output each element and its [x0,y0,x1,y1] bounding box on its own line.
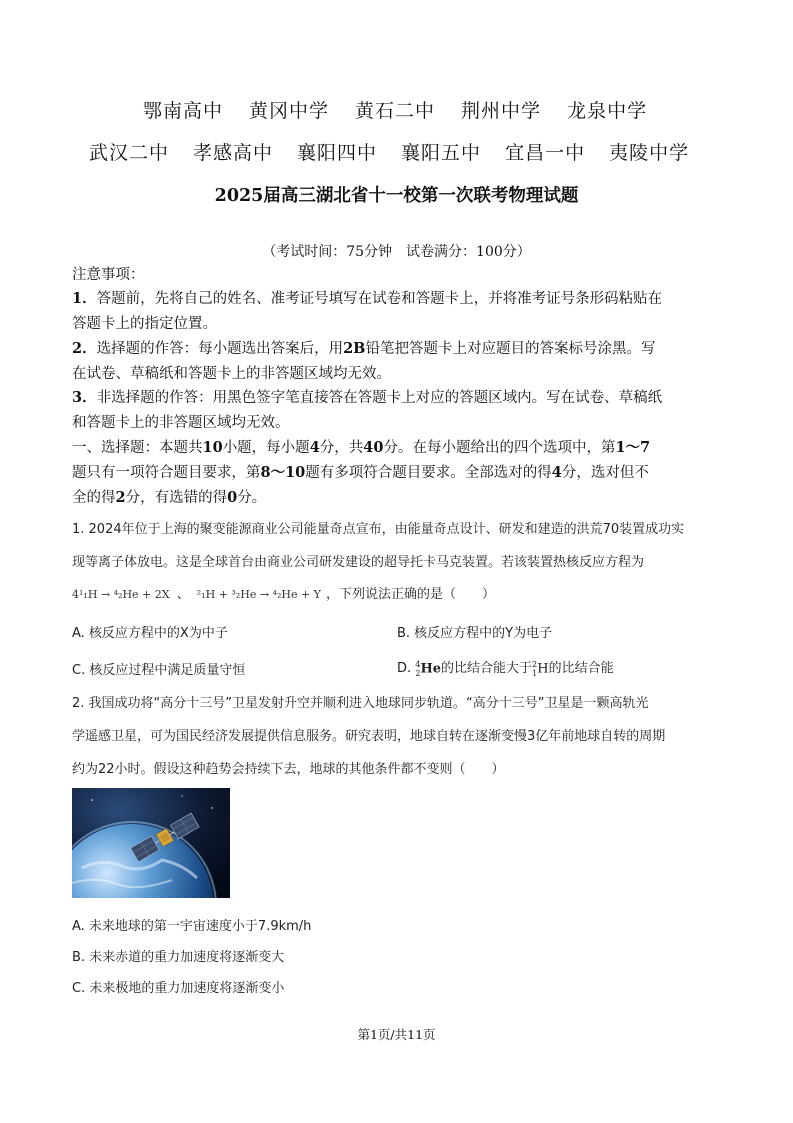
school-name: 荆州中学 [461,100,542,122]
note-text: 非选择题的作答：用黑色签字笔直接答在答题卡上对应的答题区域内。写在试卷、草稿纸 [96,390,663,406]
school-name: 鄂南高中 [143,100,224,122]
text: 题有多项符合题目要求。全部选对的得 [305,465,552,481]
q1-equation-line [72,583,495,602]
school-name: 武汉二中 [89,142,170,164]
text: 小题，每小题 [222,440,310,456]
note-text: 选择题的作答：每小题选出答案后，用 [96,341,344,357]
q1-stem-tail: ，下列说法正确的是（ ） [326,587,496,602]
q1-option-d[interactable] [397,657,614,678]
q1-stem-line1: 1. 2024年位于上海的聚变能源商业公司能量奇点宣布，由能量奇点设计、研发和建造的洪荒70装置成功实 [72,522,685,537]
q2-stem-line3: 约为22小时。假设这种趋势会持续下去，地球的其他条件都不变则（ ） [72,762,505,777]
note-number: 1． [72,290,97,307]
deuterium-nuclide [532,660,549,678]
text: 分，有选错的得 [125,490,228,506]
text: 分，选对但不 [561,465,649,481]
note-number: 3． [72,389,97,406]
note-text: 铅笔把答题卡上对应题目的答案标号涂黑。写 [365,341,656,357]
school-name: 龙泉中学 [567,100,648,122]
note-item-2 [72,337,655,362]
element-symbol: H [537,661,549,676]
note-bold: 2B [343,340,366,357]
number: 4 [309,439,320,456]
text: 分。在每小题给出的四个选项中，第 [383,440,616,456]
number: 2 [115,489,126,506]
exam-info: （考试时间：75分钟 试卷满分：100分） [262,244,531,260]
school-name: 夷陵中学 [609,142,690,164]
page-number: 第1页/共11页 [357,1027,436,1042]
satellite-earth-image [72,788,230,898]
note-text: 答题前，先将自己的姓名、准考证号填写在试卷和答题卡上，并将准考证号条形码粘贴在 [96,291,663,307]
atomic-number: 1 [532,668,538,678]
school-name: 襄阳四中 [297,142,378,164]
q2-option-b[interactable]: B. 未来赤道的重力加速度将逐渐变大 [72,950,285,965]
text: 题只有一项符合题目要求，第 [72,465,261,481]
q1-option-c[interactable]: C. 核反应过程中满足质量守恒 [72,663,246,678]
atomic-number: 2 [415,668,421,678]
text: 分。 [237,490,267,506]
schools-row-2 [89,138,689,165]
q1-option-b[interactable]: B. 核反应方程中的Y为电子 [397,626,553,641]
text: 全的得 [72,490,116,506]
school-name: 黄冈中学 [249,100,330,122]
q2-stem-line2: 学遥感卫星，可为国民经济发展提供信息服务。研究表明，地球自转在逐渐变慢3亿年前地球自转的周期 [72,729,666,744]
nuclear-equation-2: ²₁H + ³₂He → ⁴₂He + Y [196,588,321,601]
number: 1～7 [615,439,651,456]
q2-option-c[interactable]: C. 未来极地的重力加速度将逐渐变小 [72,981,285,996]
mass-number: 4 [415,659,421,669]
note-number: 2． [72,340,97,357]
number: 10 [202,439,223,456]
number: 40 [363,439,384,456]
helium-nuclide [415,660,441,678]
text: 的比结合能大于 [441,661,533,676]
note-item-1 [72,287,662,312]
note-item-2-cont: 在试卷、草稿纸和答题卡上的非答题区域均无效。 [72,366,391,382]
section-instructions-line1 [72,436,650,461]
equation-separator: 、 [176,587,190,602]
element-symbol: He [420,661,442,676]
q1-stem-line2: 现等离子体放电。这是全球首台由商业公司研发建设的超导托卡马克装置。若该装置热核反应方程为 [72,555,645,570]
section-instructions-line3 [72,486,266,511]
school-name: 孝感高中 [193,142,274,164]
section-instructions-line2 [72,461,649,486]
exam-title: 2025届高三湖北省十一校第一次联考物理试题 [214,186,579,206]
note-item-3-cont: 和答题卡上的非答题区域均无效。 [72,415,290,431]
option-letter: D. [397,661,416,676]
q1-option-a[interactable]: A. 核反应方程中的X为中子 [72,626,228,641]
q2-stem-line1: 2. 我国成功将“高分十三号”卫星发射升空并顺利进入地球同步轨道。“高分十三号”卫星是一颗高轨光 [72,696,649,711]
note-item-3 [72,386,662,411]
mass-number: 2 [532,659,538,669]
schools-row-1 [143,96,647,123]
school-name: 宜昌一中 [505,142,586,164]
notes-heading: 注意事项： [72,267,145,283]
text: 分，共 [319,440,364,456]
text: 的比结合能 [548,661,614,676]
school-name: 襄阳五中 [401,142,482,164]
number: 0 [227,489,238,506]
number: 8～10 [260,464,306,481]
q2-option-a[interactable]: A. 未来地球的第一宇宙速度小于7.9km/h [72,919,312,934]
nuclear-equation-1: 4¹₁H → ⁴₂He + 2X [72,588,170,601]
school-name: 黄石二中 [355,100,436,122]
number: 4 [551,464,562,481]
note-item-1-cont: 答题卡上的指定位置。 [72,316,217,332]
text: 一、选择题：本题共 [72,440,203,456]
